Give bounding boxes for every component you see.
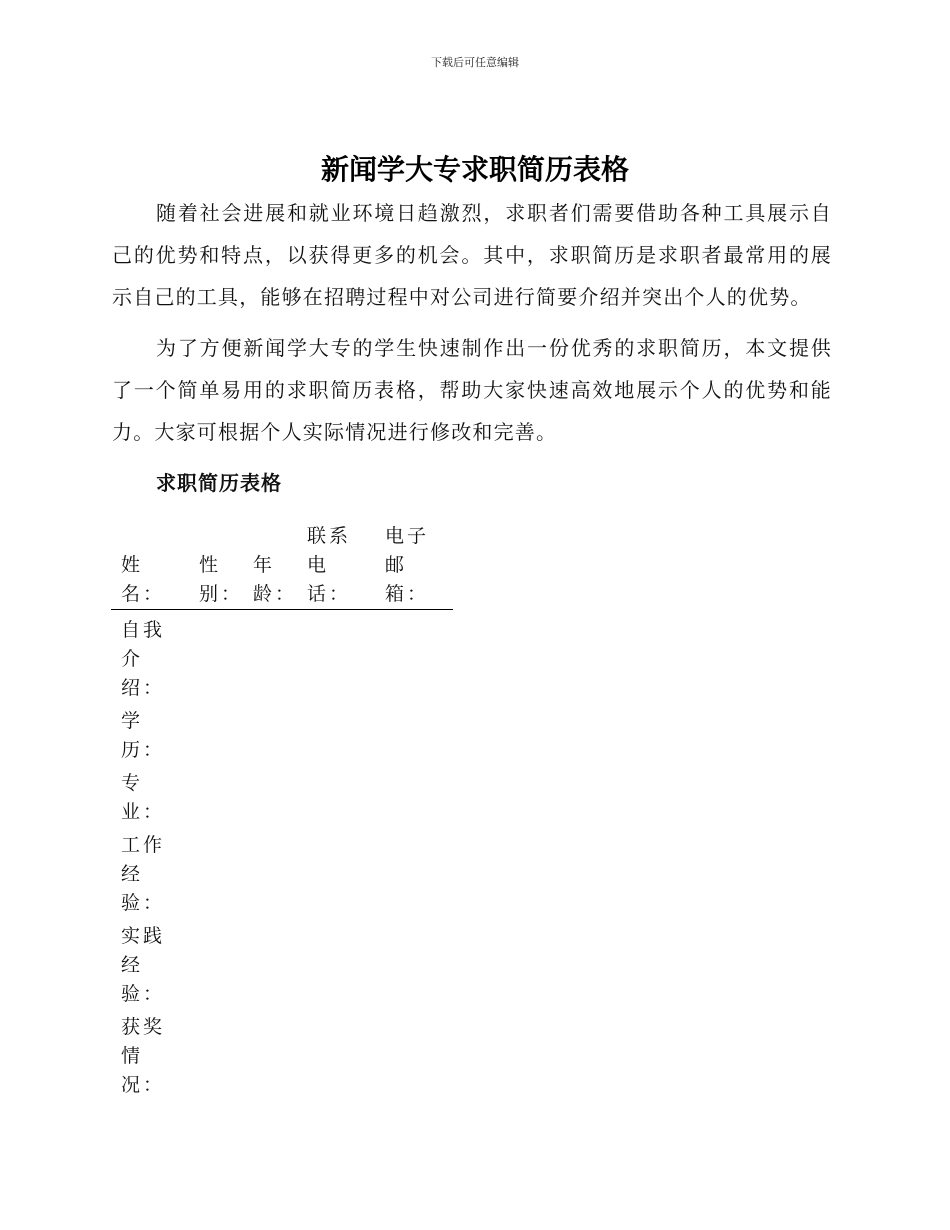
section-heading: 求职简历表格 (156, 471, 282, 495)
field-email-cell (385, 522, 453, 610)
field-phone-label: 联系电话： (307, 525, 352, 605)
field-practice-experience-label: 实践经验： (121, 925, 166, 1005)
intro-paragraph-2: 为了方便新闻学大专的学生快速制作出一份优秀的求职简历，本文提供了一个简单易用的求职简历表格，帮助大家快速高效地展示个人的优势和能力。大家可根据个人实际情况进行修改和完善。 (112, 336, 832, 444)
field-gender-label: 性别： (199, 554, 244, 605)
table-row (111, 827, 453, 918)
field-education-label: 学历： (121, 710, 166, 761)
field-major-label: 专业： (121, 772, 166, 823)
intro-paragraph-1: 随着社会进展和就业环境日趋激烈，求职者们需要借助各种工具展示自己的优势和特点，以获得更多的机会。其中，求职简历是求职者最常用的展示自己的工具，能够在招聘过程中对公司进行简要介绍并突出个人的优势。 (112, 201, 832, 309)
table-header-row (111, 522, 453, 610)
field-email-label: 电子邮箱： (385, 525, 430, 605)
resume-form-table (111, 522, 453, 1100)
document-title: 新闻学大专求职简历表格 (320, 153, 629, 186)
table-row (111, 703, 453, 765)
field-phone-cell (307, 522, 385, 610)
table-row (111, 610, 453, 704)
table-row (111, 1009, 453, 1100)
field-name-cell (111, 522, 199, 610)
field-age-label: 年龄： (253, 554, 298, 605)
field-name-label: 姓名： (121, 554, 166, 605)
field-gender-cell (199, 522, 253, 610)
page-header-note: 下载后可任意编辑 (431, 56, 519, 69)
table-row (111, 918, 453, 1009)
field-awards-label: 获奖情况： (121, 1016, 166, 1096)
table-row (111, 765, 453, 827)
field-age-cell (253, 522, 307, 610)
field-work-experience-label: 工作经验： (121, 834, 166, 914)
field-self-intro-label: 自我介绍： (121, 619, 166, 699)
